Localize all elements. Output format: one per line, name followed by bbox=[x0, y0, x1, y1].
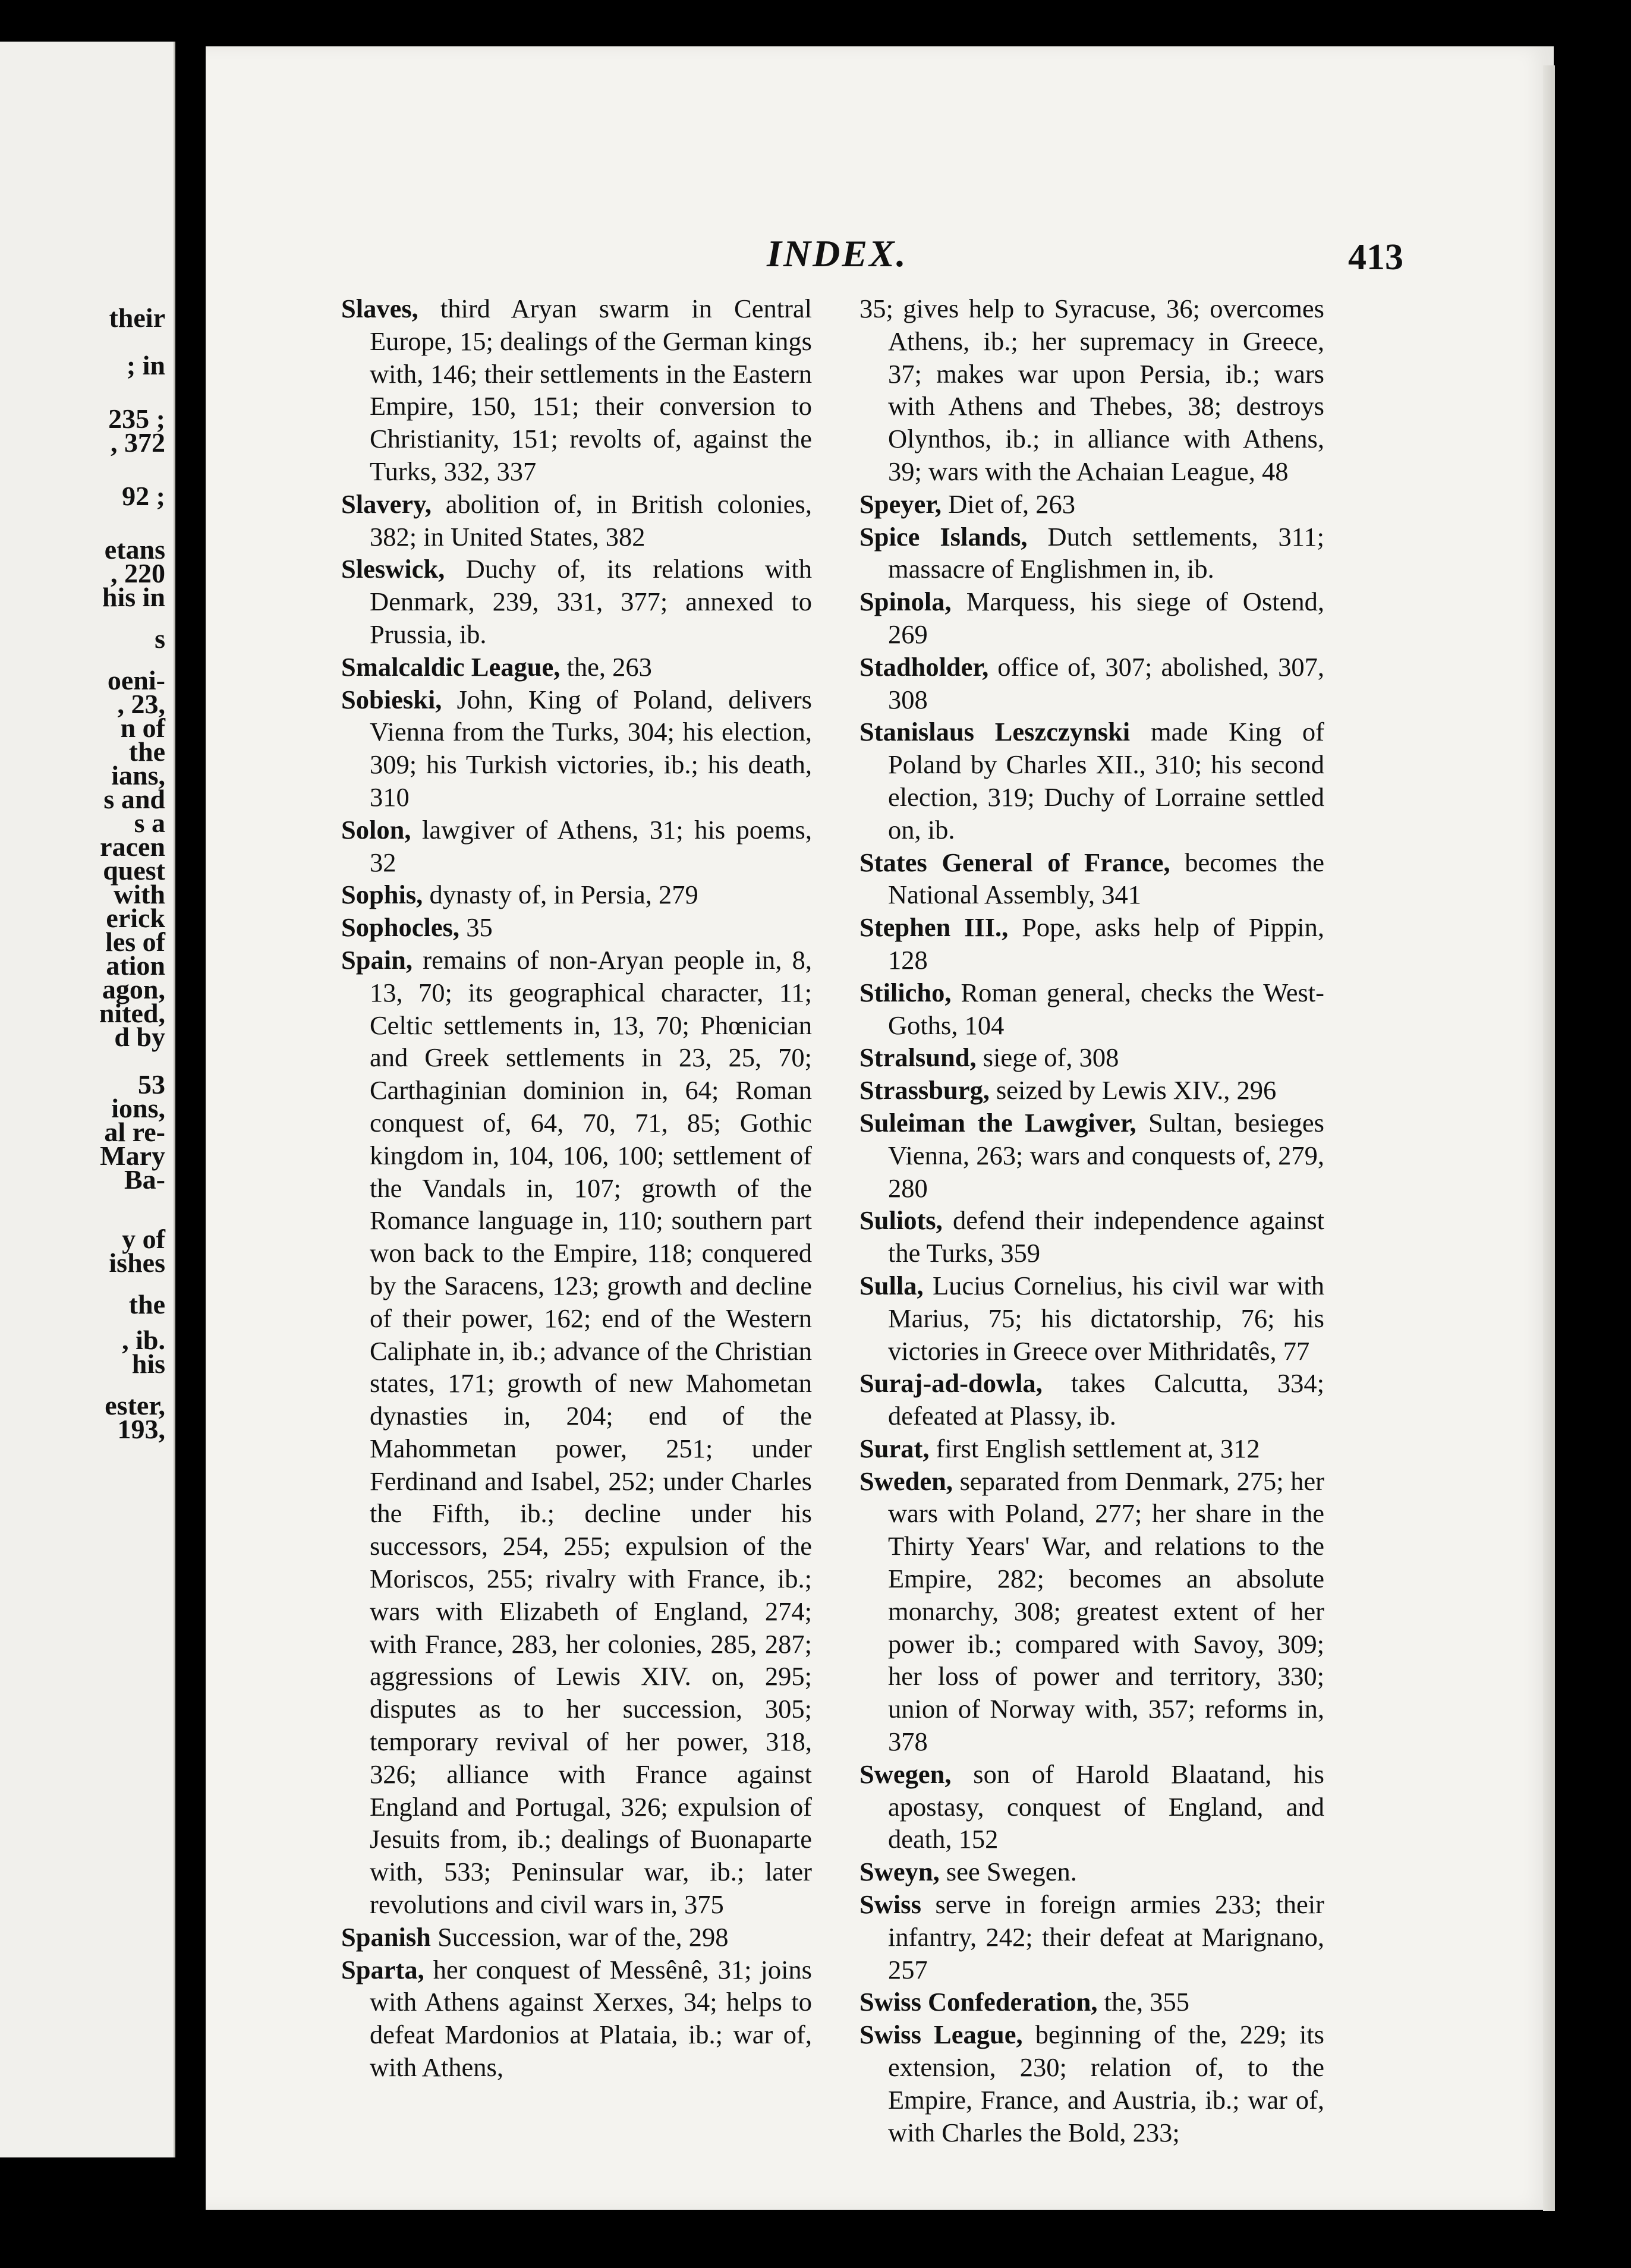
index-entry bbox=[859, 846, 1324, 912]
index-references: Pope, asks help of Pippin, 128 bbox=[888, 912, 1325, 975]
index-entry bbox=[859, 1074, 1324, 1107]
index-entry bbox=[859, 521, 1324, 586]
index-entry bbox=[859, 1856, 1324, 1888]
page-edge-shadow bbox=[1543, 65, 1555, 2211]
index-term: Surat, bbox=[859, 1433, 930, 1463]
previous-page-text-fragment: their bbox=[109, 303, 165, 333]
previous-page-text-fragment: ions, bbox=[111, 1093, 165, 1123]
index-term: Spinola, bbox=[859, 587, 952, 617]
previous-page-text-fragment: n of bbox=[120, 713, 165, 743]
index-references: becomes the National Assembly, 341 bbox=[888, 847, 1324, 910]
index-term: Speyer, bbox=[859, 489, 942, 519]
index-entry bbox=[859, 585, 1324, 651]
index-column-right bbox=[859, 292, 1324, 2149]
index-entry bbox=[859, 976, 1324, 1042]
index-term: Swiss League, bbox=[859, 2020, 1023, 2050]
index-references: remains of non-Aryan people in, 8, 13, 70; its geographical character, 11; Celtic settlements in, 13, 70; Phœnician and Greek settlements in 23, 25, 70; Carthaginian dominion in, 64; Roman conquest of, 64, 70, 71, 85; Gothic kingdom in, 104, 106, 100; settlement of the Vandals in, 107; growth of the Romance language in, 110; southern part won back to the Empire, 118; conquered by the Saracens, 123; growth and decline of their power, 162; end of the Western Caliphate in, ib.; advance of the Christian states, 171; growth of new Mahometan dynasties in, 204; end of the Mahommetan power, 251; under Ferdinand and Isabel, 252; under Charles the Fifth, ib.; decline under his successors, 254, 255; expulsion of the Moriscos, 255; rivalry with France, ib.; wars with Elizabeth of England, 274; with France, 283, her colonies, 285, 287; aggressions of Lewis XIV. on, 295; disputes as to her succession, 305; temporary revival of her power, 318, 326; alliance with France against England and Portugal, 326; expulsion of Jesuits from, ib.; dealings of Buonaparte with, 533; Peninsular war, ib.; later revolutions and civil wars in, 375 bbox=[370, 944, 812, 1920]
index-entry bbox=[341, 1921, 812, 1954]
index-references: son of Harold Blaatand, his apostasy, conquest of England, and death, 152 bbox=[888, 1759, 1324, 1854]
previous-page-text-fragment: 92 ; bbox=[122, 481, 165, 511]
index-references: beginning of the, 229; its extension, 230; relation of, to the Empire, France, and Austria, ib.; war of, with Charles the Bold, 233; bbox=[888, 2020, 1324, 2147]
index-column-left bbox=[341, 292, 812, 2084]
index-entry bbox=[859, 1758, 1324, 1856]
index-references: office of, 307; abolished, 307, 308 bbox=[888, 651, 1325, 714]
previous-page-text-fragment: Ba- bbox=[124, 1164, 165, 1195]
index-term: Sobieski, bbox=[341, 684, 442, 714]
index-term: Slaves, bbox=[341, 294, 418, 323]
index-entry bbox=[859, 716, 1324, 846]
previous-page-text-fragment: 235 ; bbox=[108, 404, 165, 434]
index-term: Stephen III., bbox=[859, 912, 1009, 943]
index-term: Stralsund, bbox=[859, 1042, 977, 1073]
index-references: serve in foreign armies 233; their infantry, 242; their defeat at Marignano, 257 bbox=[888, 1889, 1324, 1984]
index-entry bbox=[859, 1041, 1324, 1074]
index-references: Succession, war of the, 298 bbox=[437, 1922, 729, 1952]
previous-page-text-fragment: s bbox=[155, 623, 165, 654]
index-term: Swegen, bbox=[859, 1759, 952, 1789]
index-references: 35 bbox=[466, 912, 493, 943]
previous-page-text-fragment: ishes bbox=[109, 1248, 165, 1278]
index-references: Duchy of, its relations with Denmark, 239, 331, 377; annexed to Prussia, ib. bbox=[370, 554, 812, 649]
previous-page-text-fragment: s and bbox=[103, 784, 165, 814]
index-references: separated from Denmark, 275; her wars with Poland, 277; her share in the Thirty Years' War, and relations to the Empire, 282; becomes an absolute monarchy, 308; greatest extent of her power ib.; compared with Savoy, 309; her loss of power and territory, 330; union of Norway with, 357; reforms in, 378 bbox=[888, 1466, 1325, 1757]
index-references: siege of, 308 bbox=[983, 1042, 1119, 1073]
index-references: dynasty of, in Persia, 279 bbox=[429, 880, 698, 910]
index-entry bbox=[859, 1432, 1324, 1465]
previous-page-text-fragment: quest bbox=[103, 855, 165, 886]
index-entry bbox=[859, 1204, 1324, 1270]
index-term: Sleswick, bbox=[341, 554, 445, 584]
index-term: Smalcaldic League, bbox=[341, 651, 561, 682]
index-entry bbox=[859, 651, 1324, 716]
previous-page-text-fragment: the bbox=[128, 736, 165, 767]
previous-page-text-fragment: , 23, bbox=[117, 689, 165, 719]
index-references: her conquest of Messênê, 31; joins with Athens against Xerxes, 34; helps to defeat Mardonios at Plataia, ib.; war of, with Athens, bbox=[370, 1954, 813, 2083]
index-entry bbox=[859, 2018, 1324, 2149]
index-term: States General of France, bbox=[859, 847, 1170, 877]
previous-page-text-fragment: with bbox=[114, 879, 165, 909]
index-entry bbox=[341, 553, 812, 650]
index-term: Suraj-ad-dowla, bbox=[859, 1368, 1043, 1398]
index-references: the, 355 bbox=[1104, 1987, 1190, 2017]
previous-page-text-fragment: agon, bbox=[102, 974, 165, 1004]
previous-page-text-fragment: les of bbox=[105, 927, 165, 957]
previous-page-text-fragment: Mary bbox=[100, 1141, 165, 1171]
index-entry bbox=[859, 1986, 1324, 2018]
index-term: Spice Islands, bbox=[859, 521, 1028, 552]
index-entry bbox=[341, 683, 812, 814]
index-term: Sparta, bbox=[341, 1954, 424, 1984]
previous-page-text-fragment: racen bbox=[100, 831, 165, 862]
index-term: Swiss Confederation, bbox=[859, 1987, 1098, 2017]
index-entry bbox=[341, 911, 812, 944]
previous-page-text-fragment: , ib. bbox=[122, 1325, 165, 1355]
index-term: Spanish bbox=[341, 1922, 431, 1952]
index-references: third Aryan swarm in Central Europe, 15; dealings of the German kings with, 146; their settlements in the Eastern Empire, 150, 151; their conversion to Christianity, 151; revolts of, against the Turks, 332, 337 bbox=[370, 294, 812, 486]
index-references: 35; gives help to Syracuse, 36; overcomes Athens, ib.; her supremacy in Greece, 37; makes war upon Persia, ib.; wars with Athens and Thebes, 38; destroys Olynthos, ib.; in alliance with Athens, 39; wars with the Achaian League, 48 bbox=[859, 294, 1324, 486]
previous-page-text-fragment: oeni- bbox=[107, 665, 165, 695]
index-references: Roman general, checks the West-Goths, 104 bbox=[888, 977, 1324, 1040]
index-entry bbox=[341, 292, 812, 488]
previous-page-text-fragment: , 372 bbox=[111, 427, 165, 458]
previous-page-text-fragment: 53 bbox=[138, 1069, 165, 1100]
index-references: the, 263 bbox=[566, 651, 652, 682]
previous-page-text-fragment: 193, bbox=[117, 1414, 165, 1444]
index-term: Suliots, bbox=[859, 1205, 943, 1236]
index-entry bbox=[859, 1107, 1324, 1204]
index-term: Stadholder, bbox=[859, 651, 989, 682]
index-references: John, King of Poland, delivers Vienna from the Turks, 304; his election, 309; his Turkish victories, ib.; his death, 310 bbox=[370, 684, 812, 812]
index-entry bbox=[341, 814, 812, 879]
index-entry bbox=[859, 911, 1324, 976]
previous-page-text-fragment: nited, bbox=[99, 998, 165, 1028]
previous-page-text-fragment: erick bbox=[106, 903, 165, 933]
previous-page-text-fragment: ians, bbox=[111, 760, 165, 790]
index-entry bbox=[341, 1954, 812, 2084]
previous-page-text-fragment: the bbox=[128, 1289, 165, 1319]
index-references: Diet of, 263 bbox=[948, 489, 1075, 519]
index-entry bbox=[341, 651, 812, 683]
index-term: Stanislaus Leszczynski bbox=[859, 717, 1131, 747]
previous-page-text-fragment: ; in bbox=[126, 350, 165, 380]
previous-page-text-fragment: etans bbox=[104, 534, 165, 565]
previous-page-text-fragment: ester, bbox=[105, 1390, 165, 1420]
previous-page-text-fragment: y of bbox=[122, 1224, 165, 1254]
index-term: Solon, bbox=[341, 814, 411, 845]
index-term: Sulla, bbox=[859, 1270, 924, 1300]
index-term: Suleiman the Lawgiver, bbox=[859, 1107, 1136, 1138]
previous-page-text-fragment: d by bbox=[114, 1022, 165, 1052]
index-references: Marquess, his siege of Ostend, 269 bbox=[888, 587, 1324, 649]
index-entry bbox=[859, 1367, 1324, 1432]
index-entry bbox=[341, 878, 812, 911]
index-term: Strassburg, bbox=[859, 1075, 990, 1105]
index-entry bbox=[341, 944, 812, 1921]
index-term: Sophocles, bbox=[341, 912, 460, 943]
index-references: see Swegen. bbox=[946, 1857, 1077, 1887]
index-entry bbox=[859, 1888, 1324, 1986]
previous-page-text-fragment: , 220 bbox=[111, 558, 165, 588]
index-references: abolition of, in British colonies, 382; in United States, 382 bbox=[370, 489, 812, 552]
index-term: Stilicho, bbox=[859, 977, 952, 1007]
index-term: Spain, bbox=[341, 944, 413, 975]
index-term: Sophis, bbox=[341, 880, 423, 910]
page-number: 413 bbox=[1348, 237, 1403, 278]
index-references: Sultan, besieges Vienna, 263; wars and conquests of, 279, 280 bbox=[888, 1107, 1324, 1203]
previous-page-text-fragment: s a bbox=[134, 808, 165, 838]
index-term: Swiss bbox=[859, 1889, 921, 1920]
index-entry bbox=[859, 1270, 1324, 1367]
index-references: first English settlement at, 312 bbox=[936, 1433, 1260, 1463]
index-references: made King of Poland by Charles XII., 310; his second election, 319; Duchy of Lorraine settled on, ib. bbox=[888, 717, 1324, 845]
running-head: INDEX. bbox=[767, 232, 908, 275]
previous-page-edge bbox=[0, 42, 175, 2157]
index-references: defend their independence against the Turks, 359 bbox=[888, 1205, 1324, 1268]
previous-page-text-fragment: his in bbox=[102, 582, 165, 612]
index-references: lawgiver of Athens, 31; his poems, 32 bbox=[370, 814, 812, 877]
previous-page-text-fragment: al re- bbox=[104, 1117, 165, 1147]
index-entry bbox=[341, 488, 812, 553]
index-references: seized by Lewis XIV., 296 bbox=[996, 1075, 1277, 1105]
index-entry bbox=[859, 292, 1324, 488]
previous-page-text-fragment: his bbox=[131, 1349, 165, 1379]
index-term: Sweden, bbox=[859, 1466, 953, 1496]
index-entry bbox=[859, 1465, 1324, 1758]
previous-page-text-fragment: ation bbox=[106, 950, 165, 981]
index-term: Slavery, bbox=[341, 489, 432, 519]
index-references: Dutch settlements, 311; massacre of Englishmen in, ib. bbox=[888, 521, 1325, 584]
index-term: Sweyn, bbox=[859, 1857, 940, 1887]
index-entry bbox=[859, 488, 1324, 521]
index-references: Lucius Cornelius, his civil war with Marius, 75; his dictatorship, 76; his victories in Greece over Mithridatês, 77 bbox=[888, 1270, 1324, 1366]
index-references: takes Calcutta, 334; defeated at Plassy, ib. bbox=[888, 1368, 1324, 1431]
